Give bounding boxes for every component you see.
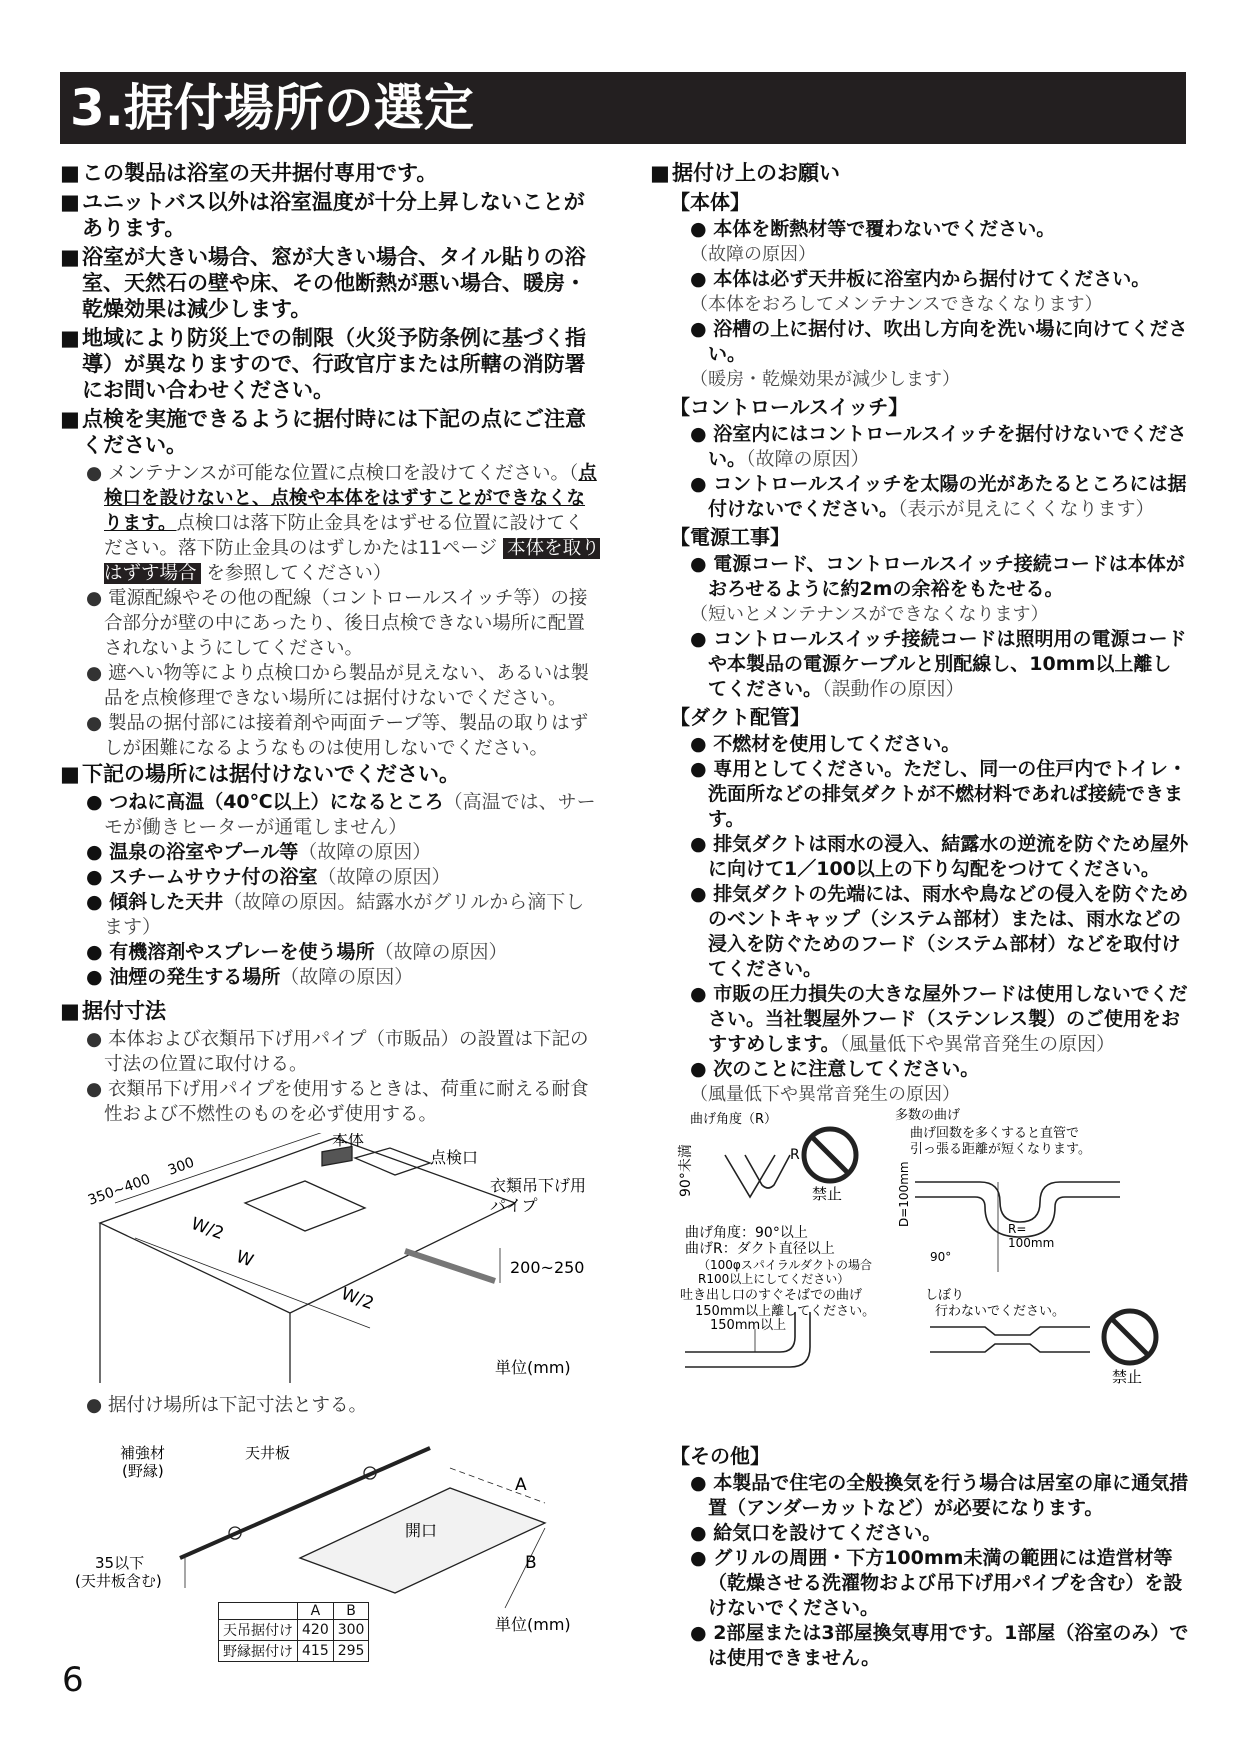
right-title: ■ 据付け上のお願い: [650, 161, 840, 185]
note-bend: R100以上にしてください）: [698, 1272, 850, 1286]
label-w2: W/2: [338, 1283, 377, 1315]
table-cell: 295: [333, 1641, 369, 1662]
dimension-table: [218, 1602, 369, 1662]
label-w: W: [233, 1246, 256, 1272]
label-diameter: D=100mm: [897, 1161, 911, 1227]
text: 据付け場所は下記寸法とする。: [108, 1395, 368, 1416]
inspection-bullet: ● メンテナンスが可能な位置に点検口を設けてください。（点検口を設けないと、点検や本体をはずすことができなくなります。点検口は落下防止金具をはずせる位置に設けてください。落下防止金具のはずしかたは11ページ 本体を取りはずす場合 を参照してください）: [86, 463, 600, 584]
table-cell: A: [298, 1603, 334, 1620]
label-multi-title: 多数の曲げ: [895, 1108, 961, 1123]
body-note: （暖房・乾燥効果が減少します）: [690, 369, 960, 390]
label-a: A: [515, 1475, 527, 1495]
note-text: 地域により防災上での制限（火災予防条例に基づく指導）が異なりますので、行政官庁または所轄の消防署にお問い合わせください。: [82, 326, 586, 402]
table-cell: [219, 1603, 298, 1620]
note: （故障の原因）: [280, 966, 414, 988]
note: （風量低下や異常音発生の原因）: [839, 1033, 1116, 1055]
other-item: ● 2部屋または3部屋換気専用です。1部屋（浴室のみ）では使用できません。: [690, 1622, 1189, 1669]
table-cell: 420: [298, 1620, 334, 1641]
note-item: ■ 点検を実施できるように据付時には下記の点にご注意ください。: [60, 407, 586, 457]
table-cell: B: [333, 1603, 369, 1620]
label-length: 150mm以上: [710, 1318, 787, 1333]
text: 電源コード、コントロールスイッチ接続コードは本体がおろせるように約2mの余裕をもたせる。: [708, 553, 1185, 600]
text: 本体および衣類吊下げ用パイプ（市販品）の設置は下記の寸法の位置に取付ける。: [104, 1029, 589, 1075]
label-pipe: パイプ: [490, 1196, 538, 1215]
switch-item: ● 浴室内にはコントロールスイッチを据付けないでください。（故障の原因）: [690, 423, 1187, 470]
dim-bullet: ● 本体および衣類吊下げ用パイプ（市販品）の設置は下記の寸法の位置に取付ける。: [86, 1029, 589, 1075]
table-cell: 300: [333, 1620, 369, 1641]
body-item: ● 本体は必ず天井板に浴室内から据付けてください。: [690, 268, 1151, 290]
section-body: 【本体】: [670, 190, 750, 214]
power-item: ● 電源コード、コントロールスイッチ接続コードは本体がおろせるように約2mの余裕をもたせる。: [690, 553, 1185, 600]
table-cell: 天吊据付け: [219, 1620, 298, 1641]
text: グリルの周囲・下方100mm未満の範囲には造営材等（乾燥させる洗濯物および吊下げ用パイプを含む）を設けないでください。: [708, 1547, 1183, 1619]
label-prohibited: 禁止: [1112, 1368, 1143, 1386]
duct-item: ● 次のことに注意してください。: [690, 1058, 980, 1080]
power-note: （短いとメンテナンスができなくなります）: [690, 604, 1049, 625]
other-item: ● 本製品で住宅の全般換気を行う場合は居室の扉に通気措置（アンダーカットなど）が必要になります。: [690, 1472, 1189, 1519]
multi-bend-duct: [915, 1182, 1120, 1222]
body-item: ● 本体を断熱材等で覆わないでください。: [690, 218, 1056, 240]
text: 据付け上のお願い: [672, 161, 840, 185]
underlined-text: 点検口を設けないと、点検や本体をはずすことができなくなります。: [104, 463, 597, 534]
inspection-bullet: ● 電源配線やその他の配線（コントロールスイッチ等）の接合部分が壁の中にあったり、後日点検できない場所に配置されないようにしてください。: [86, 588, 588, 659]
body-note: （本体をおろしてメンテナンスできなくなります）: [690, 294, 1103, 315]
note: （故障の原因）: [317, 866, 451, 888]
table-header-row: [219, 1603, 369, 1620]
note-squeeze: しぼり: [925, 1288, 965, 1303]
text: 市販の圧力損失の大きな屋外フードは使用しないでください。当社製屋外フード（ステンレス製）のご使用をおすすめします。: [708, 983, 1188, 1055]
label-w2: W/2: [188, 1213, 227, 1245]
text: 本製品で住宅の全般換気を行う場合は居室の扉に通気措置（アンダーカットなど）が必要になります。: [708, 1472, 1189, 1519]
bend-sharp: [745, 1155, 790, 1188]
note-squeeze: 行わないでください。: [935, 1304, 1066, 1319]
text: 給気口を設けてください。: [713, 1522, 942, 1544]
label-thickness: (天井板含む): [75, 1572, 162, 1590]
note: （故障の原因）: [374, 941, 508, 963]
table-cell: 415: [298, 1641, 334, 1662]
avoid-item: ● つねに高温（40℃以上）になるところ（高温では、サーモが働きヒーターが通電しません）: [86, 791, 596, 838]
hatch: [355, 1148, 430, 1175]
text: を参照してください）: [206, 563, 392, 584]
label-body: 本体: [332, 1133, 365, 1149]
text: 衣類吊下げ用パイプを使用するときは、荷重に耐える耐食性および不燃性のものを必ず使用する。: [104, 1079, 589, 1125]
inspection-bullet: ● 製品の据付部には接着剤や両面テープ等、製品の取りはずしが困難になるようなものは使用しないでください。: [86, 713, 589, 759]
label-angle: 90°未満: [678, 1144, 694, 1197]
text: 点検口は落下防止金具をはずせる位置に設けてください。落下防止金具のはずしかたは11ページ: [104, 513, 584, 559]
duct-item: ● 市販の圧力損失の大きな屋外フードは使用しないでください。当社製屋外フード（ステンレス製）のご使用をおすすめします。（風量低下や異常音発生の原因）: [690, 983, 1188, 1055]
note-bend: 曲げR：ダクト直径以上: [685, 1241, 835, 1257]
label-b: B: [525, 1553, 537, 1573]
table-row: [219, 1641, 369, 1662]
note-item: ■ 地域により防災上での制限（火災予防条例に基づく指導）が異なりますので、行政官庁または所轄の消防署にお問い合わせください。: [60, 326, 586, 402]
note-text: 点検を実施できるように据付時には下記の点にご注意ください。: [82, 407, 586, 457]
bend-sharp: [725, 1155, 775, 1197]
text: 電源配線やその他の配線（コントロールスイッチ等）の接合部分が壁の中にあったり、後日点検できない場所に配置されないようにしてください。: [104, 588, 588, 659]
section-duct: 【ダクト配管】: [670, 705, 810, 729]
section-header: [60, 72, 1186, 144]
note: （故障の原因。結露水がグリルから滴下します）: [104, 891, 585, 938]
duct-item: ● 排気ダクトは雨水の浸入、結露水の逆流を防ぐため屋外に向けて1／100以上の下り勾配をつけてください。: [690, 833, 1189, 880]
duct-diagram: [650, 1107, 1190, 1437]
text: 製品の据付部には接着剤や両面テープ等、製品の取りはずしが困難になるようなものは使用しないでください。: [104, 713, 589, 759]
avoid-item: ● 温泉の浴室やプール等（故障の原因）: [86, 841, 432, 863]
unit-label: 単位(mm): [495, 1615, 571, 1634]
power-item: ● コントロールスイッチ接続コードは照明用の電源コードや本製品の電源ケーブルと別配線し、10mm以上離してください。（誤動作の原因）: [690, 628, 1187, 700]
text: コントロールスイッチ接続コードは照明用の電源コードや本製品の電源ケーブルと別配線し、10mm以上離してください。: [708, 628, 1187, 700]
opening: [300, 1488, 545, 1593]
text: 据付寸法: [82, 999, 166, 1023]
dim-bullet: ● 衣類吊下げ用パイプを使用するときは、荷重に耐える耐食性および不燃性のものを必ず使用する。: [86, 1079, 589, 1125]
text: 油煙の発生する場所: [109, 966, 281, 988]
right-column: [650, 160, 1190, 1671]
label-radius: R=: [1008, 1222, 1027, 1236]
text: 下記の場所には据付けないでください。: [82, 762, 460, 786]
label-dimension: 300: [165, 1154, 197, 1179]
text: メンテナンスが可能な位置に点検口を設けてください。（: [108, 463, 579, 484]
avoid-item: ● 傾斜した天井（故障の原因。結露水がグリルから滴下します）: [86, 891, 585, 938]
page-number: 6: [62, 1660, 84, 1700]
duct-item: ● 不燃材を使用してください。: [690, 733, 961, 755]
body-item: ● 浴槽の上に据付け、吹出し方向を洗い場に向けてください。: [690, 318, 1188, 365]
label-height: 200~250: [510, 1258, 585, 1277]
text: 浴槽の上に据付け、吹出し方向を洗い場に向けてください。: [708, 318, 1188, 365]
note: （故障の原因）: [298, 841, 432, 863]
text: 2部屋または3部屋換気専用です。1部屋（浴室のみ）では使用できません。: [708, 1622, 1189, 1669]
text: 傾斜した天井: [109, 891, 224, 913]
label-ceiling: 天井板: [245, 1444, 291, 1462]
label-bend-title: 曲げ角度（R）: [690, 1112, 778, 1127]
avoid-item: ● 油煙の発生する場所（故障の原因）: [86, 966, 414, 988]
label-opening: 開口: [405, 1521, 438, 1540]
other-item: ● グリルの周囲・下方100mm未満の範囲には造営材等（乾燥させる洗濯物および吊下げ用パイプを含む）を設けないでください。: [690, 1547, 1183, 1619]
body-note: （故障の原因）: [690, 244, 816, 265]
note: （誤動作の原因）: [822, 678, 965, 700]
note-bend: （100φスパイラルダクトの場合: [698, 1258, 872, 1272]
unit-label: 単位(mm): [495, 1358, 571, 1377]
text: 次のことに注意してください。: [713, 1058, 980, 1080]
note-text: 浴室が大きい場合、窓が大きい場合、タイル貼りの浴室、天然石の壁や床、その他断熱が悪い場合、暖房・乾燥効果は減少します。: [82, 245, 586, 321]
label-prohibited: 禁止: [812, 1185, 843, 1203]
squeezed-duct: [930, 1344, 1090, 1352]
note-text: ユニットバス以外は浴室温度が十分上昇しないことがあります。: [82, 190, 585, 240]
label-angle: 90°: [930, 1250, 952, 1264]
left-column: [60, 160, 600, 1660]
duct-note: （風量低下や異常音発生の原因）: [690, 1084, 960, 1105]
inspection-bullet: ● 遮へい物等により点検口から製品が見えない、あるいは製品を点検修理できない場所には据付けないでください。: [86, 663, 590, 709]
label-thickness: 35以下: [95, 1554, 145, 1572]
note-multi: 引っ張る距離が短くなります。: [910, 1142, 1091, 1157]
install-dimension-diagram: [60, 1133, 600, 1383]
text: 本体は必ず天井板に浴室内から据付けてください。: [713, 268, 1151, 290]
text: 専用としてください。ただし、同一の住戸内でトイレ・洗面所などの排気ダクトが不燃材料であれば接続できます。: [708, 758, 1187, 830]
page-reference: 本体を取りはずす場合: [104, 538, 600, 584]
note-item: ■ この製品は浴室の天井据付専用です。: [60, 161, 438, 185]
note: （故障の原因）: [746, 448, 870, 470]
label-r: R: [790, 1147, 800, 1163]
note-outlet: 150mm以上離してください。: [695, 1304, 876, 1319]
switch-item: ● コントロールスイッチを太陽の光があたるところには据付けないでください。（表示が見えにくくなります）: [690, 473, 1187, 520]
section-other: 【その他】: [670, 1444, 770, 1468]
text: 本体を断熱材等で覆わないでください。: [713, 218, 1056, 240]
section-title: 3.据付場所の選定: [70, 79, 474, 137]
text: スチームサウナ付の浴室: [109, 866, 318, 888]
table-cell: 野縁据付け: [219, 1641, 298, 1662]
avoid-item: ● 有機溶剤やスプレーを使う場所（故障の原因）: [86, 941, 508, 963]
note-bend: 曲げ角度：90°以上: [685, 1225, 808, 1241]
grille: [322, 1147, 352, 1166]
note-outlet: 吐き出し口のすぐそばでの曲げ: [680, 1288, 863, 1303]
pipe: [405, 1251, 495, 1281]
text: 温泉の浴室やプール等: [109, 841, 299, 863]
avoid-title: ■ 下記の場所には据付けないでください。: [60, 762, 460, 786]
text: コントロールスイッチを太陽の光があたるところには据付けないでください。: [708, 473, 1187, 520]
text: 遮へい物等により点検口から製品が見えない、あるいは製品を点検修理できない場所には据付けないでください。: [104, 663, 590, 709]
text: 排気ダクトの先端には、雨水や鳥などの侵入を防ぐためのベントキャップ（システム部材）または、雨水などの浸入を防ぐためのフード（システム部材）などを取付けてください。: [708, 883, 1189, 980]
other-item: ● 給気口を設けてください。: [690, 1522, 942, 1544]
table-row: [219, 1620, 369, 1641]
dim-title: ■ 据付寸法: [60, 999, 166, 1023]
label-radius: 100mm: [1008, 1236, 1055, 1250]
duct-item: ● 専用としてください。ただし、同一の住戸内でトイレ・洗面所などの排気ダクトが不燃材料であれば接続できます。: [690, 758, 1187, 830]
note-text: この製品は浴室の天井据付専用です。: [82, 161, 438, 185]
section-switch: 【コントロールスイッチ】: [670, 395, 909, 419]
label-reinforcement: (野縁): [122, 1462, 164, 1480]
label-reinforcement: 補強材: [120, 1444, 166, 1462]
label-hatch: 点検口: [430, 1148, 479, 1167]
note-item: ■ ユニットバス以外は浴室温度が十分上昇しないことがあります。: [60, 190, 585, 240]
text: 有機溶剤やスプレーを使う場所: [109, 941, 375, 963]
note-multi: 曲げ回数を多くすると直管で: [910, 1126, 1080, 1141]
place-note: ● 据付け場所は下記寸法とする。: [86, 1395, 368, 1416]
text: つねに高温（40℃以上）になるところ: [109, 791, 444, 813]
body-unit: [245, 1181, 365, 1231]
note: （高温では、サーモが働きヒーターが通電しません）: [104, 791, 596, 838]
duct-item: ● 排気ダクトの先端には、雨水や鳥などの侵入を防ぐためのベントキャップ（システム部材）または、雨水などの浸入を防ぐためのフード（システム部材）などを取付けてください。: [690, 883, 1189, 980]
avoid-item: ● スチームサウナ付の浴室（故障の原因）: [86, 866, 451, 888]
text: 排気ダクトは雨水の浸入、結露水の逆流を防ぐため屋外に向けて1／100以上の下り勾配をつけてください。: [708, 833, 1189, 880]
section-power: 【電源工事】: [670, 525, 790, 549]
note-item: ■ 浴室が大きい場合、窓が大きい場合、タイル貼りの浴室、天然石の壁や床、その他断熱が悪い場合、暖房・乾燥効果は減少します。: [60, 245, 586, 321]
note: （表示が見えにくくなります）: [898, 498, 1155, 520]
label-dimension: 350~400: [85, 1171, 153, 1209]
label-pipe: 衣類吊下げ用: [490, 1176, 587, 1195]
text: 不燃材を使用してください。: [713, 733, 961, 755]
text: 浴室内にはコントロールスイッチを据付けないでください。: [708, 423, 1187, 470]
squeezed-duct: [930, 1327, 1090, 1335]
